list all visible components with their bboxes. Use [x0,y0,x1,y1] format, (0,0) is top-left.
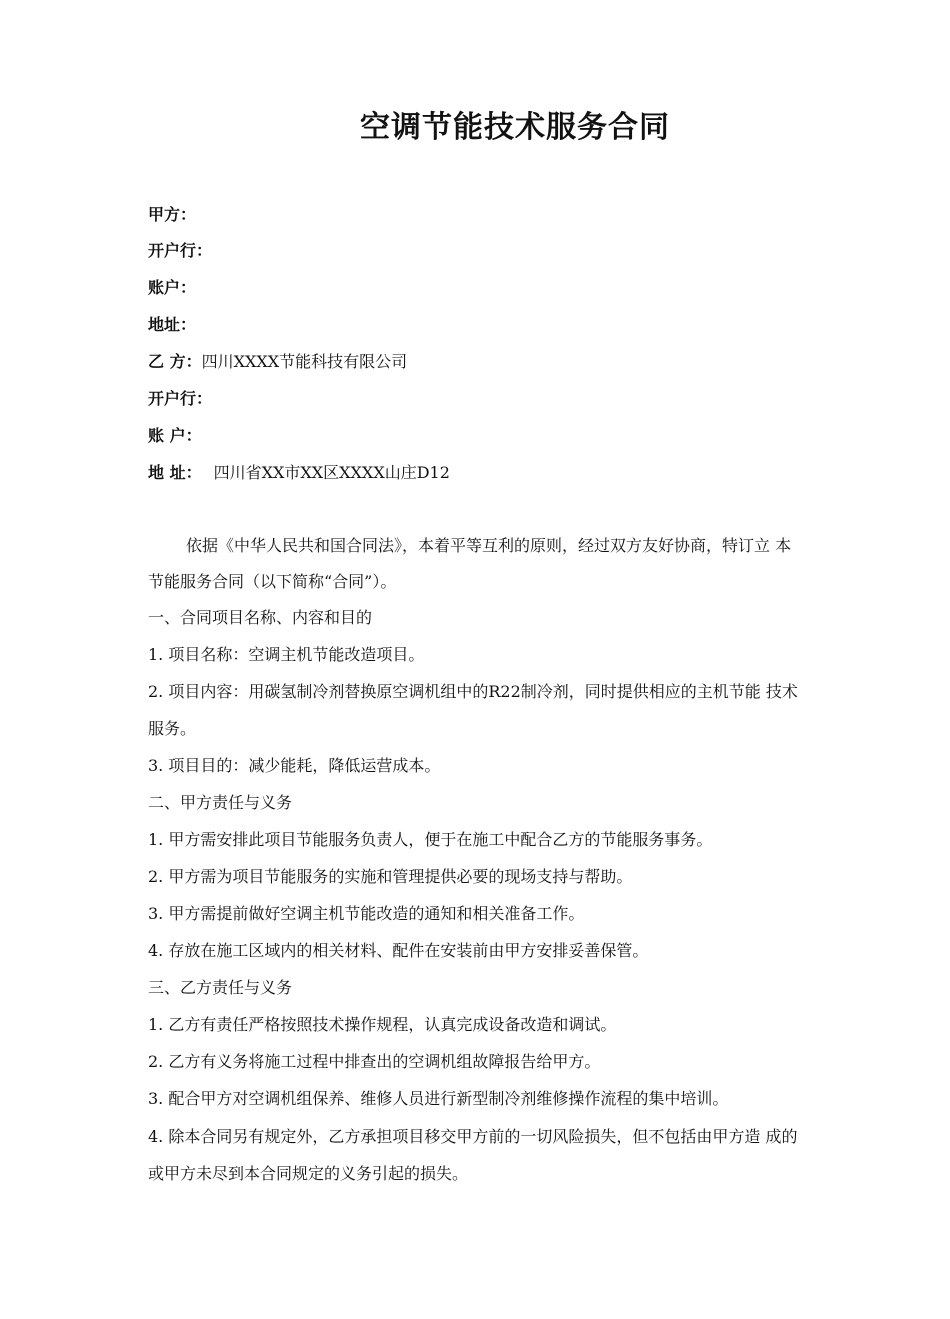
preamble-line-1: 依据《中华人民共和国合同法》，本着平等互利的原则，经过双方友好协商，特订立 本 [186,536,792,555]
section-2-heading: 二、甲方责任与义务 [148,793,293,812]
preamble-line-2: 节能服务合同（以下简称“合同”）。 [148,572,397,591]
section-3-item-4-continued: 或甲方未尽到本合同规定的义务引起的损失。 [148,1164,469,1183]
section-2-item-4: 4. 存放在施工区域内的相关材料、配件在安装前由甲方安排妥善保管。 [148,941,649,960]
party-a-bank-label: 开户行： [148,241,213,260]
party-b-name-value: 四川XXXX节能科技有限公司 [201,352,408,371]
section-3-item-3: 3. 配合甲方对空调机组保养、维修人员进行新型制冷剂维修操作流程的集中培训。 [148,1089,729,1108]
section-3-item-4: 4. 除本合同另有规定外，乙方承担项目移交甲方前的一切风险损失，但不包括由甲方造 成的 [148,1127,798,1146]
section-1-item-1: 1. 项目名称：空调主机节能改造项目。 [148,645,425,664]
party-b-address-label: 地 址： [148,463,202,482]
party-b-account-label: 账 户： [148,426,202,445]
party-b-account-line [148,425,202,447]
section-1-item-3: 3. 项目目的：减少能耗，降低运营成本。 [148,756,441,775]
section-1-item-2-continued: 服务。 [148,719,197,738]
party-a-address-label: 地址： [148,315,197,334]
party-a-bank-line [148,240,212,262]
party-a-name-label: 甲方： [148,205,197,224]
document-title: 空调节能技术服务合同 [360,110,670,145]
section-2-item-3: 3. 甲方需提前做好空调主机节能改造的通知和相关准备工作。 [148,904,585,923]
party-a-account-label: 账户： [148,278,197,297]
section-2-item-1: 1. 甲方需安排此项目节能服务负责人，便于在施工中配合乙方的节能服务事务。 [148,830,713,849]
party-a-name-line [148,204,196,226]
party-b-bank-line [148,388,212,410]
section-2-item-2: 2. 甲方需为项目节能服务的实施和管理提供必要的现场支持与帮助。 [148,867,633,886]
party-a-address-line [148,314,196,336]
section-1-heading: 一、合同项目名称、内容和目的 [148,608,373,627]
section-3-heading: 三、乙方责任与义务 [148,978,293,997]
party-b-address-value: 四川省XX市XX区XXXX山庄D12 [213,463,450,482]
party-b-name-label: 乙 方： [148,352,202,371]
party-b-address-line [148,462,450,484]
section-1-item-2: 2. 项目内容：用碳氢制冷剂替换原空调机组中的R22制冷剂，同时提供相应的主机节能 技术 [148,682,798,701]
section-3-item-2: 2. 乙方有义务将施工过程中排查出的空调机组故障报告给甲方。 [148,1052,601,1071]
party-a-account-line [148,277,196,299]
section-3-item-1: 1. 乙方有责任严格按照技术操作规程，认真完成设备改造和调试。 [148,1015,617,1034]
party-b-name-line [148,351,407,373]
party-b-bank-label: 开户行： [148,389,213,408]
